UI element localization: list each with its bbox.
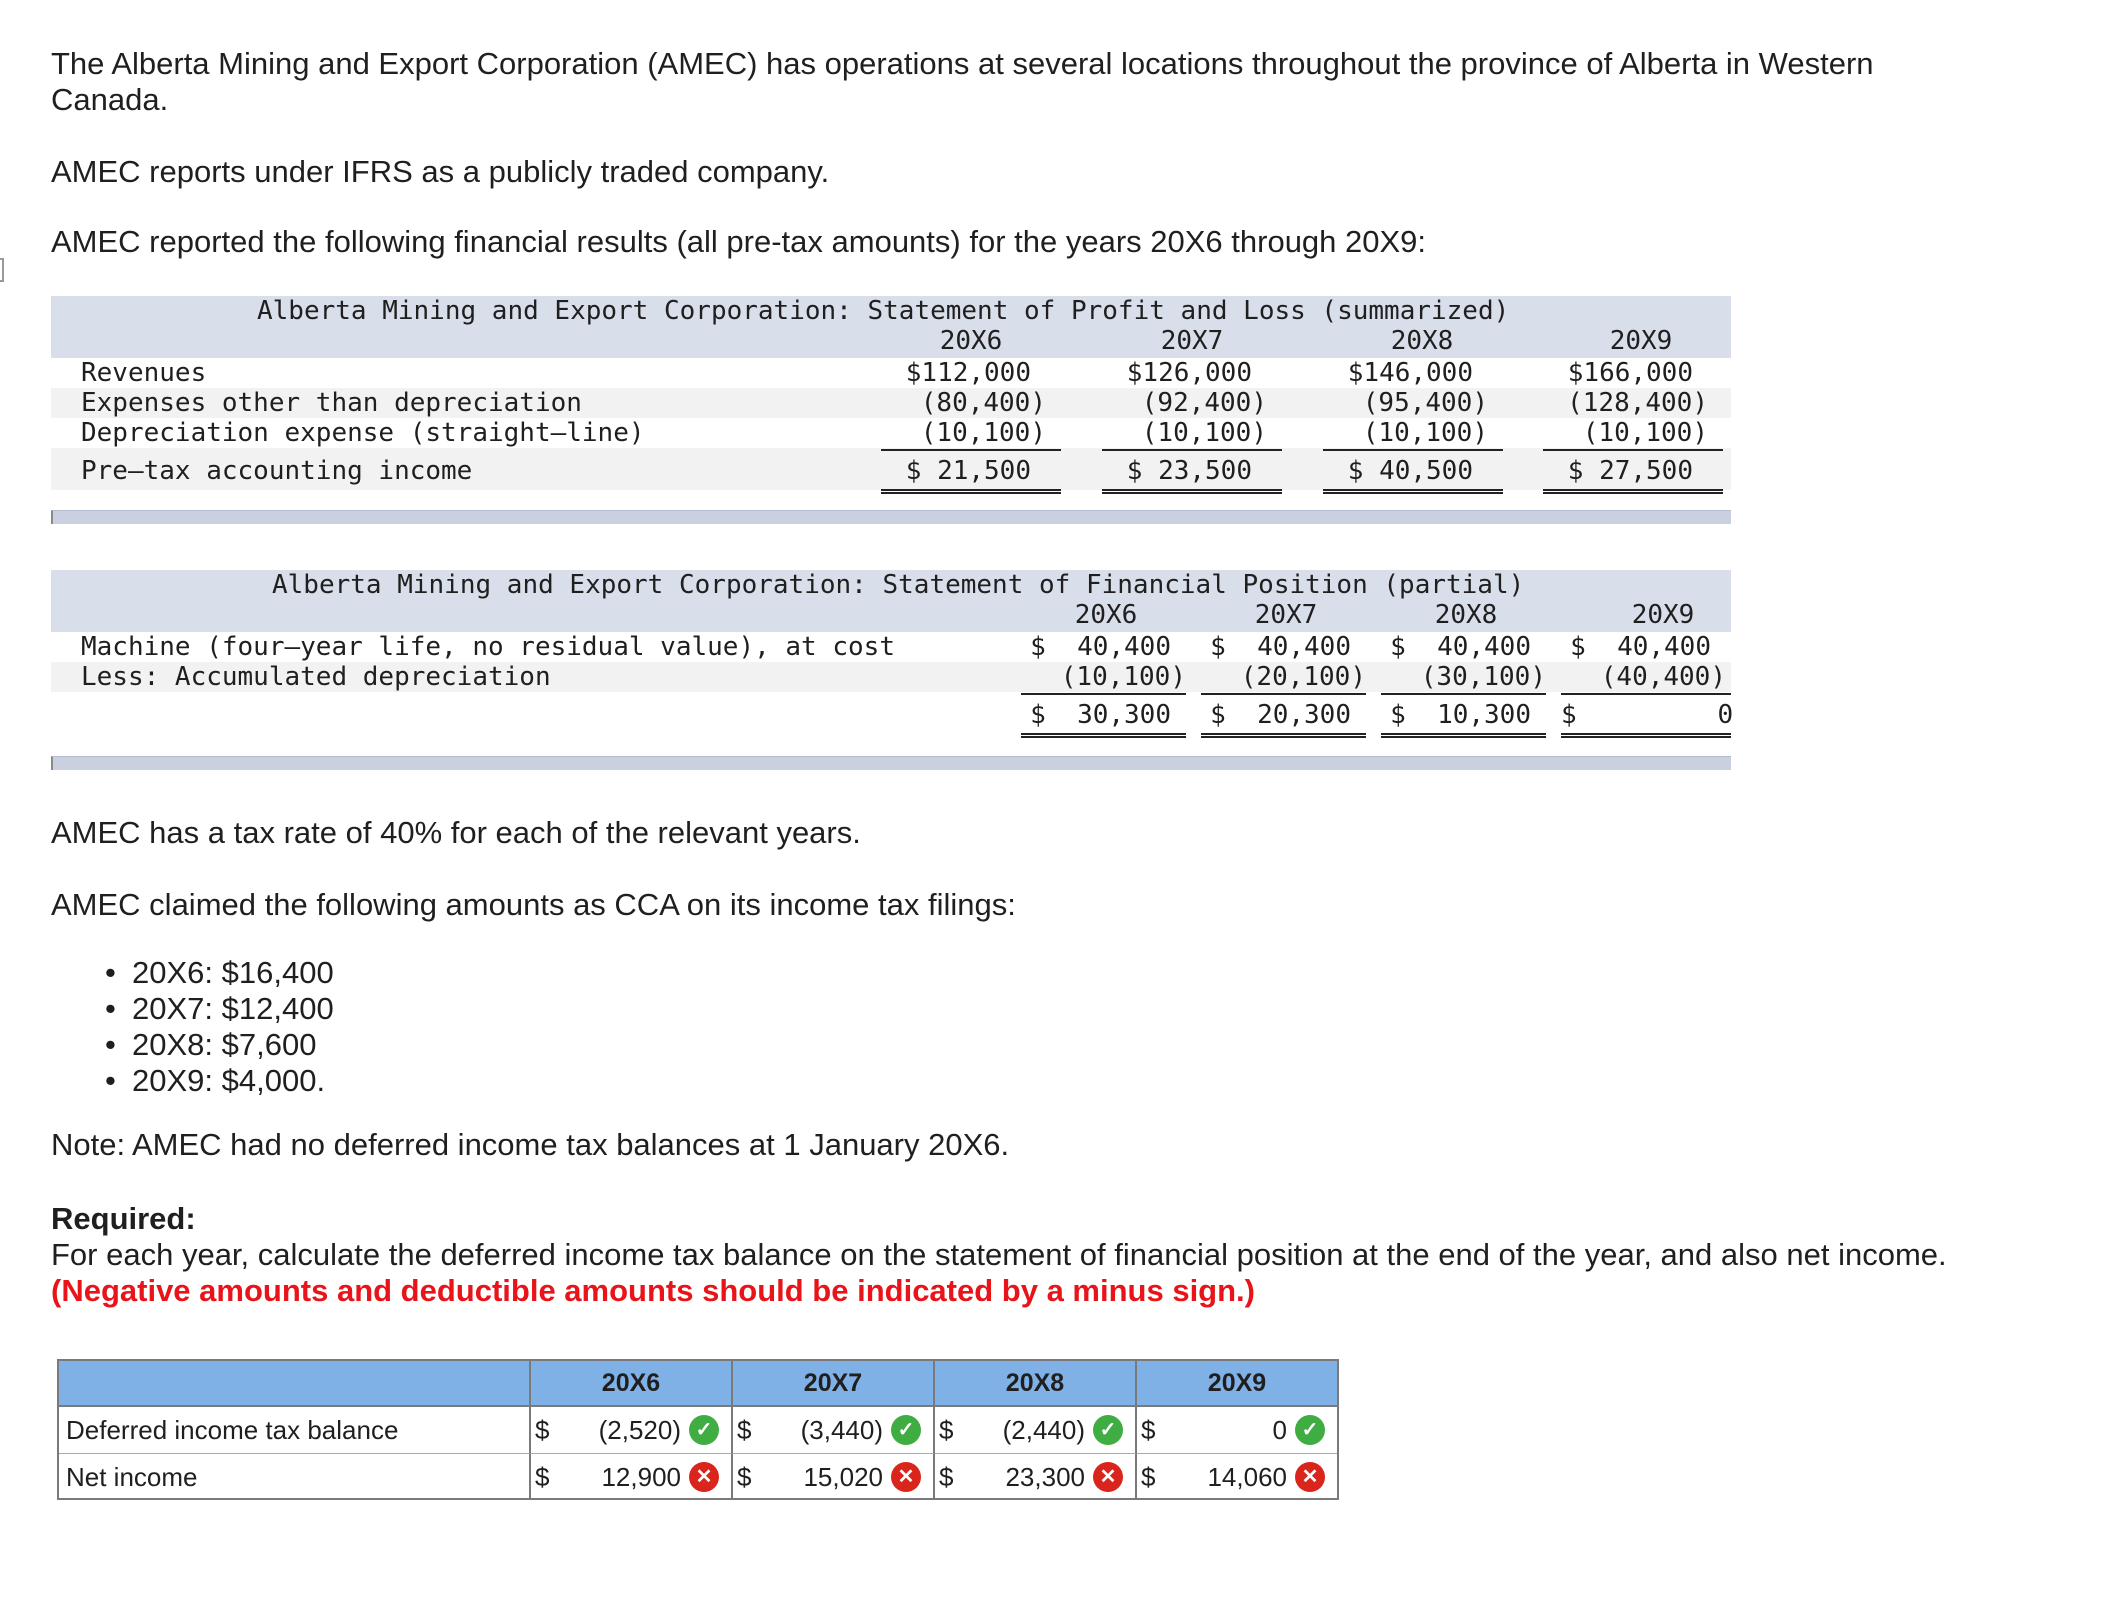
- pl-cell: (10,100): [1141, 418, 1267, 448]
- pl-underline: [1543, 449, 1723, 451]
- pl-double-underline: [1323, 489, 1503, 494]
- cca-item: • 20X6: $16,400: [105, 955, 334, 991]
- intro-paragraph: The Alberta Mining and Export Corporation (AMEC) has operations at several locations throughout the province of Alberta in Western Canada.: [51, 46, 1874, 117]
- pl-row-label: Depreciation expense (straight–line): [81, 418, 645, 448]
- net-income-cell-20x7[interactable]: [733, 1453, 935, 1499]
- pl-cell: $126,000: [1126, 358, 1252, 388]
- pl-row-label: Revenues: [81, 358, 207, 388]
- pl-cell: $112,000: [905, 358, 1031, 388]
- sfp-row-label: Less: Accumulated depreciation: [81, 662, 551, 692]
- grid-header-year: 20X8: [935, 1361, 1137, 1407]
- currency-symbol: $: [1141, 1415, 1156, 1445]
- cca-item: • 20X9: $4,000.: [105, 1063, 334, 1099]
- sfp-scrollbar[interactable]: [51, 756, 1731, 770]
- sfp-cell: $ 30,300: [1030, 700, 1171, 730]
- pl-year: 20X9: [1609, 326, 1673, 356]
- net-income-value[interactable]: 15,020: [803, 1462, 883, 1492]
- sfp-cell: $ 0: [1561, 700, 1734, 730]
- sfp-year: 20X6: [1074, 600, 1138, 630]
- pl-cell: (10,100): [1362, 418, 1488, 448]
- deferred-tax-value[interactable]: (3,440): [800, 1415, 883, 1445]
- sfp-cell: $ 40,400: [1030, 632, 1171, 662]
- net-income-cell-20x6[interactable]: [531, 1453, 733, 1499]
- sfp-row-label: Machine (four–year life, no residual value), at cost: [81, 632, 895, 662]
- currency-symbol: $: [737, 1415, 752, 1445]
- sfp-cell: (40,400): [1600, 662, 1726, 692]
- net-income-value[interactable]: 23,300: [1005, 1462, 1085, 1492]
- sfp-underline: [1021, 693, 1186, 695]
- cca-item: • 20X8: $7,600: [105, 1027, 334, 1063]
- currency-symbol: $: [737, 1462, 752, 1492]
- pl-year: 20X6: [939, 326, 1003, 356]
- pl-double-underline: [881, 489, 1061, 494]
- sfp-cell: $ 10,300: [1390, 700, 1531, 730]
- pl-cell: (10,100): [920, 418, 1046, 448]
- net-income-cell-20x8[interactable]: [935, 1453, 1137, 1499]
- edge-marker: [0, 258, 4, 282]
- currency-symbol: $: [939, 1415, 954, 1445]
- pl-year: 20X7: [1160, 326, 1224, 356]
- sfp-underline: [1561, 693, 1731, 695]
- check-icon: ✓: [891, 1415, 921, 1445]
- financial-position-statement: [51, 570, 1734, 770]
- pl-underline: [1323, 449, 1503, 451]
- sfp-double-underline: [1381, 733, 1546, 738]
- pl-title: Alberta Mining and Export Corporation: Statement of Profit and Loss (summarized): [257, 296, 1510, 326]
- sfp-underline: [1381, 693, 1546, 695]
- x-icon: ✕: [1295, 1462, 1325, 1492]
- pl-cell: $ 21,500: [905, 456, 1031, 486]
- pl-cell: (10,100): [1582, 418, 1708, 448]
- x-icon: ✕: [891, 1462, 921, 1492]
- net-income-cell-20x9[interactable]: [1137, 1453, 1337, 1499]
- sign-instruction: (Negative amounts and deductible amounts should be indicated by a minus sign.): [51, 1273, 1255, 1308]
- x-icon: ✕: [1093, 1462, 1123, 1492]
- pl-cell: (95,400): [1362, 388, 1488, 418]
- deferred-tax-cell-20x9[interactable]: [1137, 1407, 1337, 1453]
- results-intro: AMEC reported the following financial results (all pre-tax amounts) for the years 20X6 through 20X9:: [51, 224, 1427, 259]
- sfp-year: 20X7: [1254, 600, 1318, 630]
- pl-cell: $166,000: [1567, 358, 1693, 388]
- grid-header-year: 20X6: [531, 1361, 733, 1407]
- deferred-tax-cell-20x8[interactable]: [935, 1407, 1137, 1453]
- cca-list: [105, 955, 334, 1099]
- pl-cell: $ 23,500: [1126, 456, 1252, 486]
- required-text: [51, 1237, 1981, 1309]
- pl-cell: $146,000: [1347, 358, 1473, 388]
- sfp-double-underline: [1201, 733, 1366, 738]
- pl-cell: (128,400): [1567, 388, 1708, 418]
- tax-rate-text: AMEC has a tax rate of 40% for each of the relevant years.: [51, 815, 861, 850]
- ifrs-paragraph: AMEC reports under IFRS as a publicly traded company.: [51, 154, 830, 189]
- currency-symbol: $: [535, 1462, 550, 1492]
- pl-cell: (92,400): [1141, 388, 1267, 418]
- grid-row-label: Net income: [59, 1453, 531, 1499]
- pl-underline: [881, 449, 1061, 451]
- profit-loss-statement: [51, 296, 1731, 526]
- pl-row-label: Pre–tax accounting income: [81, 456, 473, 486]
- deferred-tax-value[interactable]: (2,440): [1002, 1415, 1085, 1445]
- cca-item: • 20X7: $12,400: [105, 991, 334, 1027]
- pl-cell: (80,400): [920, 388, 1046, 418]
- pl-scrollbar[interactable]: [51, 510, 1731, 524]
- x-icon: ✕: [689, 1462, 719, 1492]
- required-body: For each year, calculate the deferred income tax balance on the statement of financial position at the end of the year, and also net income.: [51, 1237, 1947, 1272]
- currency-symbol: $: [939, 1462, 954, 1492]
- cca-intro: AMEC claimed the following amounts as CCA on its income tax filings:: [51, 887, 1016, 922]
- sfp-year: 20X9: [1631, 600, 1695, 630]
- pl-row-label: Expenses other than depreciation: [81, 388, 582, 418]
- sfp-cell: $ 40,400: [1210, 632, 1351, 662]
- sfp-year: 20X8: [1434, 600, 1498, 630]
- check-icon: ✓: [689, 1415, 719, 1445]
- sfp-double-underline: [1021, 733, 1186, 738]
- sfp-cell: $ 20,300: [1210, 700, 1351, 730]
- sfp-cell: $ 40,400: [1570, 632, 1711, 662]
- pl-cell: $ 40,500: [1347, 456, 1473, 486]
- currency-symbol: $: [1141, 1462, 1156, 1492]
- sfp-title: Alberta Mining and Export Corporation: Statement of Financial Position (partial): [272, 570, 1525, 600]
- grid-header-blank: [59, 1361, 531, 1407]
- pl-cell: $ 27,500: [1567, 456, 1693, 486]
- net-income-value[interactable]: 12,900: [601, 1462, 681, 1492]
- pl-year: 20X8: [1390, 326, 1454, 356]
- sfp-underline: [1201, 693, 1366, 695]
- check-icon: ✓: [1295, 1415, 1325, 1445]
- required-heading: Required:: [51, 1201, 196, 1236]
- sfp-cell: (20,100): [1240, 662, 1366, 692]
- currency-symbol: $: [535, 1415, 550, 1445]
- grid-row-label: Deferred income tax balance: [59, 1407, 531, 1453]
- pl-underline: [1102, 449, 1282, 451]
- grid-header-year: 20X9: [1137, 1361, 1337, 1407]
- deferred-tax-cell-20x6[interactable]: [531, 1407, 733, 1453]
- sfp-cell: (30,100): [1420, 662, 1546, 692]
- deferred-tax-value[interactable]: (2,520): [598, 1415, 681, 1445]
- sfp-cell: $ 40,400: [1390, 632, 1531, 662]
- check-icon: ✓: [1093, 1415, 1123, 1445]
- sfp-cell: (10,100): [1060, 662, 1186, 692]
- deferred-tax-value[interactable]: 0: [1272, 1415, 1287, 1445]
- deferred-tax-cell-20x7[interactable]: [733, 1407, 935, 1453]
- note-text: Note: AMEC had no deferred income tax balances at 1 January 20X6.: [51, 1127, 1010, 1162]
- pl-double-underline: [1102, 489, 1282, 494]
- sfp-double-underline: [1561, 733, 1731, 738]
- net-income-value[interactable]: 14,060: [1207, 1462, 1287, 1492]
- pl-double-underline: [1543, 489, 1723, 494]
- grid-header-year: 20X7: [733, 1361, 935, 1407]
- answer-grid: [57, 1359, 1339, 1500]
